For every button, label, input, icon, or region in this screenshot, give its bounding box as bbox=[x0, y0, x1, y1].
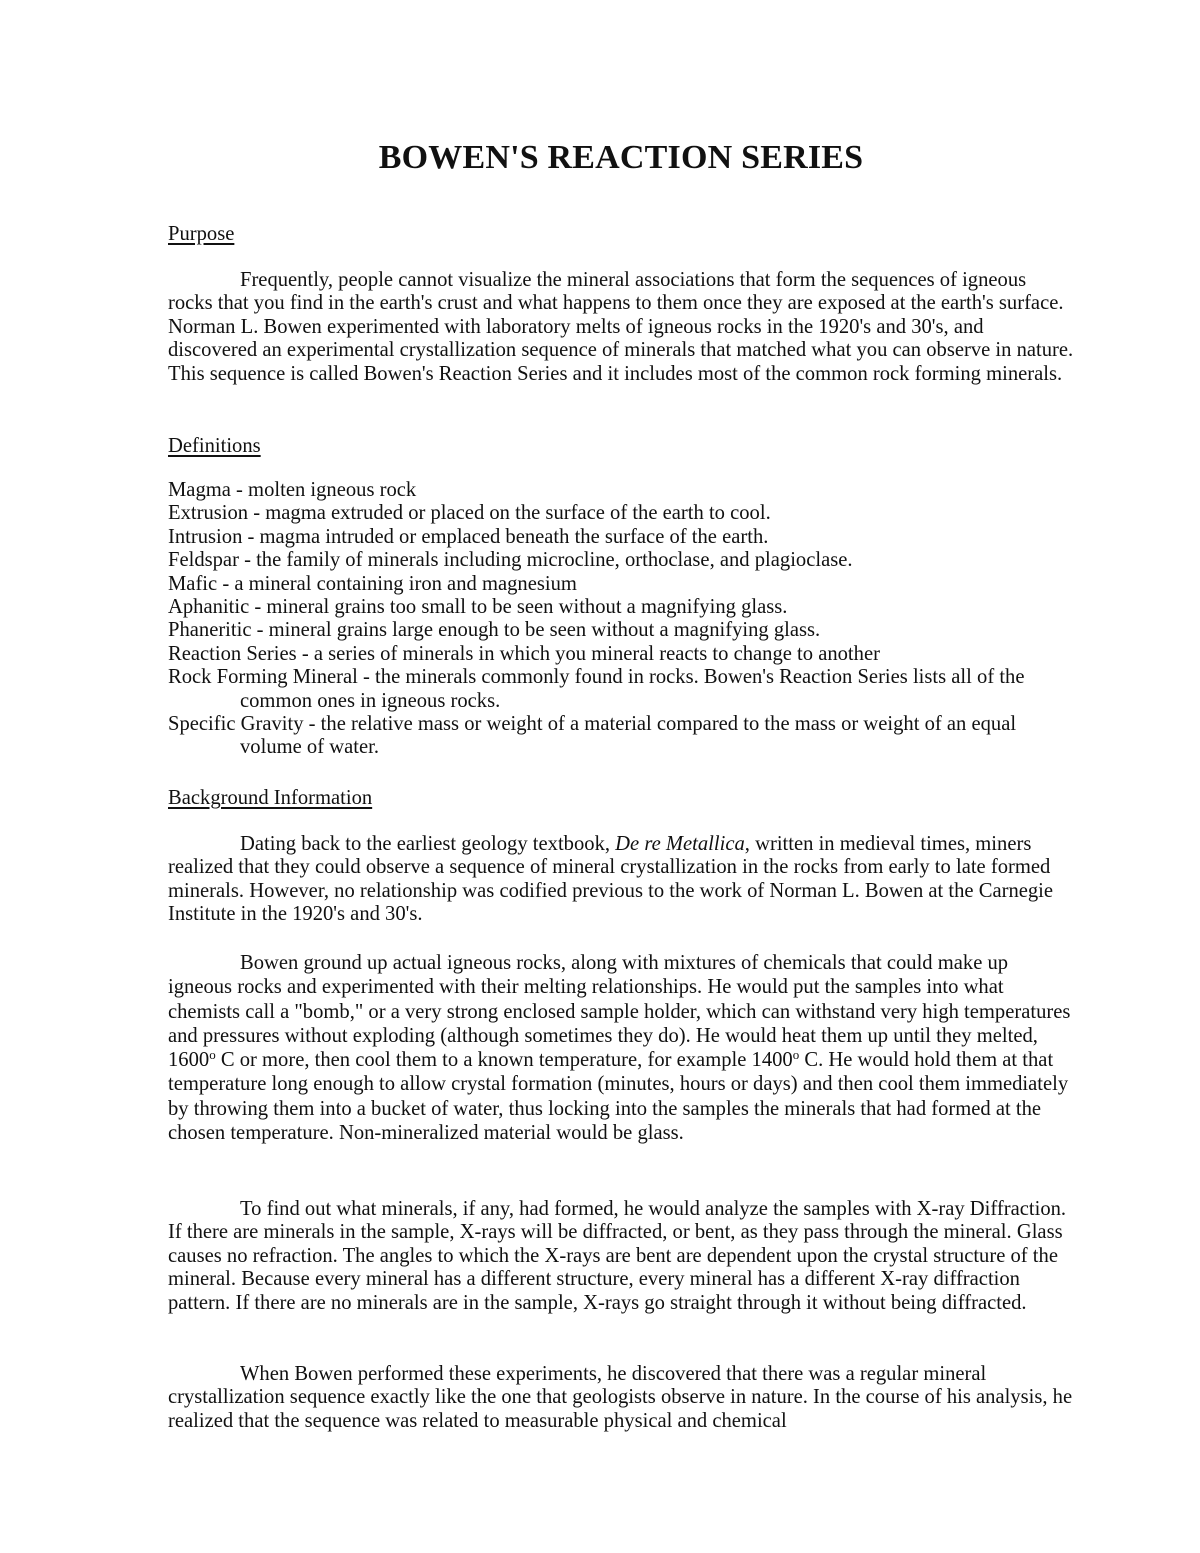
background-paragraph-2 bbox=[168, 951, 1074, 1145]
degree-symbol: o bbox=[209, 1047, 216, 1063]
background-paragraph-1 bbox=[168, 833, 1074, 927]
definition-item-reaction-series: Reaction Series - a series of minerals in which you mineral reacts to change to another bbox=[168, 642, 880, 665]
temperature-1400-value: 1400 bbox=[751, 1049, 793, 1072]
definition-item-specific-gravity: Specific Gravity - the relative mass or weight of a material compared to the mass or weight of an equal volume of water. bbox=[168, 713, 1017, 759]
purpose-paragraph: Frequently, people cannot visualize the mineral associations that form the sequences of igneous rocks that you find in the earth's crust and what happens to them once they are exposed at the earth's surface. Norman L. Bowen experimented with laboratory melts of igneous rocks in the 1920's and 30's, and discovered an experimental crystallization sequence of minerals that matched what you can observe in nature. This sequence is called Bowen's Reaction Series and it includes most of the common rock forming minerals. bbox=[168, 269, 1074, 385]
definition-item-feldspar: Feldspar - the family of minerals including microcline, orthoclase, and plagioclase. bbox=[168, 549, 853, 572]
background-p2-text-3: C. He would hold them at that temperature long enough to allow crystal formation (minutes, hours or days) and then cool them immediately by throwing them into a bucket of water, thus locking into the samples the minerals that had formed at the chosen temperature. Non-mineralized material would be glass. bbox=[168, 1049, 1069, 1145]
book-title-de-re-metallica: De re Metallica bbox=[615, 833, 745, 855]
definition-item-rock-forming-mineral: Rock Forming Mineral - the minerals commonly found in rocks. Bowen's Reaction Series lists all of the common ones in igneous rocks. bbox=[168, 666, 1025, 712]
page-title: BOWEN'S REACTION SERIES bbox=[378, 139, 864, 176]
temperature-1600-value: 1600 bbox=[168, 1049, 210, 1072]
temperature-1600 bbox=[168, 1049, 216, 1071]
background-paragraph-3: To find out what minerals, if any, had formed, he would analyze the samples with X-ray Diffraction. If there are minerals in the sample, X-rays will be diffracted, or bent, as they pass through the mineral. Glass causes no refraction. The angles to which the X-rays are bent are dependent upon the crystal structure of the mineral. Because every mineral has a different structure, every mineral has a different X-ray diffraction pattern. If there are no minerals are in the sample, X-rays go straight through it without being diffracted. bbox=[168, 1198, 1067, 1314]
degree-symbol: o bbox=[792, 1047, 800, 1063]
background-p1-text-before: Dating back to the earliest geology textbook, bbox=[240, 833, 616, 855]
background-heading: Background Information bbox=[168, 787, 373, 809]
definition-item-intrusion: Intrusion - magma intruded or emplaced beneath the surface of the earth. bbox=[168, 525, 769, 548]
definitions-heading: Definitions bbox=[168, 435, 261, 457]
definition-item-aphanitic: Aphanitic - mineral grains too small to be seen without a magnifying glass. bbox=[168, 596, 788, 619]
background-p1-text-after: , written in medieval times, miners realized that they could observe a sequence of mineral crystallization in the rocks from early to late formed minerals. However, no relationship was codified previous to the work of Norman L. Bowen at the Carnegie Institute in the 1920's and 30's. bbox=[168, 833, 1054, 926]
definition-item-mafic: Mafic - a mineral containing iron and magnesium bbox=[168, 572, 577, 595]
purpose-heading: Purpose bbox=[168, 223, 235, 245]
definition-item-magma: Magma - molten igneous rock bbox=[168, 479, 417, 501]
definition-item-phaneritic: Phaneritic - mineral grains large enough to be seen without a magnifying glass. bbox=[168, 619, 821, 642]
definitions-list bbox=[168, 479, 1074, 760]
background-p2-text-1: Bowen ground up actual igneous rocks, along with mixtures of chemicals that could make up igneous rocks and experimented with their melting relationships. He would put the samples into what chemists call a "bomb," or a very strong enclosed sample holder, which can withstand very high temperatures and pressures without exploding (although sometimes they do). He would heat them up until they melted, bbox=[168, 952, 1071, 1047]
definition-item-extrusion: Extrusion - magma extruded or placed on the surface of the earth to cool. bbox=[168, 502, 771, 525]
background-p2-text-2: C or more, then cool them to a known temperature, for example bbox=[215, 1049, 752, 1072]
temperature-1400 bbox=[752, 1049, 800, 1071]
background-paragraph-4: When Bowen performed these experiments, he discovered that there was a regular mineral crystallization sequence exactly like the one that geologists observe in nature. In the course of his analysis, he realized that the sequence was related to measurable physical and chemical bbox=[168, 1363, 1073, 1432]
